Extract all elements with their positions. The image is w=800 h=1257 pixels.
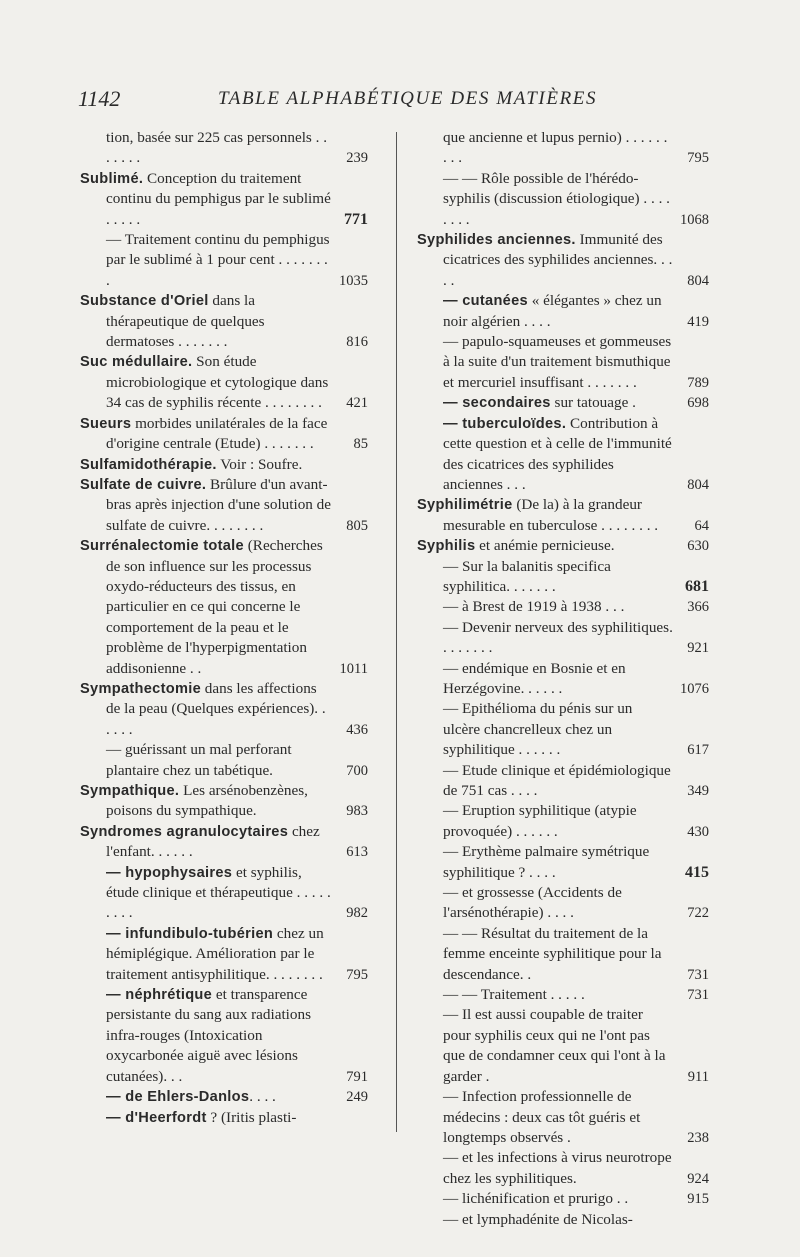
index-entry <box>417 1005 709 1087</box>
entry-heading: Syphilimétrie <box>417 497 513 514</box>
entry-text <box>80 679 368 740</box>
entry-text <box>443 128 709 169</box>
entry-description: — Devenir nerveux des syphilitiques. . . . . . . . <box>443 618 673 657</box>
index-entry <box>80 291 368 352</box>
index-entry <box>80 781 368 822</box>
index-entry <box>417 597 709 617</box>
page-number: 1142 <box>78 86 121 111</box>
index-entry <box>417 1210 709 1230</box>
index-entry <box>80 230 368 291</box>
entry-heading: — cutanées <box>443 293 528 310</box>
entry-heading: — secondaires <box>443 395 551 412</box>
entry-description: — papulo-squameuses et gommeuses à la suite d'un traitement bismuthique et mercuriel insuffisant . . . . . . . <box>443 333 672 391</box>
entry-text <box>80 291 368 352</box>
entry-text <box>106 985 368 1087</box>
entry-heading: Sublimé. <box>80 170 144 187</box>
index-entry <box>417 985 709 1005</box>
index-entry <box>417 883 709 924</box>
entry-description: — Sur la balanitis specifica syphilitica. . . . . . . <box>443 557 611 595</box>
page-reference: 613 <box>346 844 368 861</box>
entry-description: et anémie pernicieuse. <box>475 537 615 555</box>
entry-text <box>80 414 368 455</box>
entry-description: ? (Iritis plasti- <box>206 1108 297 1126</box>
index-entry <box>417 659 709 700</box>
entry-description: — et grossesse (Accidents de l'arsénothérapie) . . . . <box>443 884 622 922</box>
entry-description: et syphilis, étude clinique et thérapeutique . . . . . . . . . <box>106 863 331 922</box>
index-entry <box>80 455 368 475</box>
entry-description: Son étude microbiologique et cytologique dans 34 cas de syphilis récente . . . . . . . . <box>106 353 329 412</box>
entry-text <box>443 1087 709 1148</box>
entry-description: Immunité des cicatrices des syphilides anciennes. . . . . <box>443 231 673 289</box>
page-reference: 771 <box>344 210 368 228</box>
entry-text <box>443 414 709 496</box>
entry-description: — — Traitement . . . . . <box>443 986 585 1004</box>
index-entry <box>80 822 368 863</box>
entry-description: (Recherches de son influence sur les processus oxydo-réducteurs des tissus, en particulier en ce qui concerne le comportement de la peau et le problème de l'hyperpigmentation addisonienne . . <box>106 537 323 677</box>
entry-description: Les arsénobenzènes, poisons du sympathique. <box>106 782 308 820</box>
entry-description: (De la) à la grandeur mesurable en tuberculose . . . . . . . . <box>443 496 659 534</box>
entry-text <box>106 230 368 291</box>
page-reference: 366 <box>687 599 709 616</box>
entry-text <box>443 842 709 883</box>
page-reference: 415 <box>685 863 709 881</box>
entry-description: — — Rôle possible de l'hérédo-syphilis (discussion étiologique) . . . . . . . . <box>443 169 670 228</box>
entry-heading: Syndromes agranulocytaires <box>80 823 289 840</box>
page-reference: 791 <box>346 1068 368 1085</box>
index-entry <box>80 679 368 740</box>
entry-description: — Etude clinique et épidémiologique de 751 cas . . . . <box>443 761 671 799</box>
page-reference: 805 <box>346 517 368 534</box>
page-reference: 1068 <box>680 211 709 228</box>
entry-text <box>443 618 709 659</box>
page-reference: 430 <box>687 823 709 840</box>
entry-text <box>443 557 709 598</box>
page-reference: 681 <box>685 577 709 595</box>
entry-text <box>417 495 709 536</box>
entry-description: chez un hémiplégique. Amélioration par le traitement antisyphilitique. . . . . . . . <box>106 924 324 983</box>
entry-text <box>443 883 709 924</box>
index-entry <box>417 1148 709 1189</box>
entry-text <box>80 781 368 822</box>
entry-heading: Sympathectomie <box>80 680 201 697</box>
index-entry <box>417 1189 709 1209</box>
entry-text <box>106 128 368 169</box>
index-entry <box>417 761 709 802</box>
entry-text <box>443 332 709 393</box>
entry-heading: Suc médullaire. <box>80 354 193 371</box>
page-reference: 436 <box>346 721 368 738</box>
entry-description: — Epithélioma du pénis sur un ulcère chancrelleux chez un syphilitique . . . . . . <box>443 700 633 759</box>
entry-description: sur tatouage . <box>550 394 636 412</box>
index-entry <box>80 414 368 455</box>
page-reference: 924 <box>687 1170 709 1187</box>
index-entry <box>417 128 709 169</box>
index-entry <box>80 740 368 781</box>
right-column <box>417 128 709 1230</box>
index-entry <box>417 536 709 556</box>
page-reference: 617 <box>687 742 709 759</box>
index-entry <box>417 495 709 536</box>
entry-heading: Syphilis <box>417 538 476 555</box>
entry-heading: Surrénalectomie totale <box>80 538 244 555</box>
index-entry <box>417 924 709 985</box>
entry-text <box>443 985 709 1005</box>
page-reference: 700 <box>346 762 368 779</box>
entry-heading: Sympathique. <box>80 783 180 799</box>
page-reference: 731 <box>687 987 709 1004</box>
index-entry <box>417 230 709 291</box>
entry-description: . . . . <box>249 1088 276 1106</box>
entry-description: — guérissant un mal perforant plantaire chez un tabétique. <box>106 741 292 779</box>
index-entry <box>80 536 368 679</box>
entry-heading: Sueurs <box>80 415 132 432</box>
entry-heading: Sulfamidothérapie. <box>80 456 217 473</box>
index-entry <box>80 1087 368 1107</box>
entry-text <box>443 1189 709 1209</box>
page-reference: 915 <box>687 1191 709 1208</box>
page-reference: 804 <box>687 476 709 493</box>
entry-text <box>443 597 709 617</box>
running-title: TABLE ALPHABÉTIQUE DES MATIÈRES <box>218 88 598 109</box>
index-entry <box>417 393 709 413</box>
page-reference: 1076 <box>680 680 709 697</box>
entry-description: Conception du traitement continu du pemphigus par le sublimé . . . . . <box>106 169 331 228</box>
page-reference: 419 <box>687 313 709 330</box>
page-header <box>78 86 738 116</box>
index-entry <box>417 699 709 760</box>
entry-description: — Eruption syphilitique (atypie provoquée) . . . . . . <box>443 802 637 840</box>
page-reference: 1011 <box>339 660 368 677</box>
page-reference: 789 <box>687 374 709 391</box>
page-reference: 1035 <box>339 272 368 289</box>
entry-text <box>443 291 709 332</box>
entry-heading: — infundibulo-tubérien <box>106 925 274 942</box>
entry-heading: — tuberculoïdes. <box>443 415 567 432</box>
page-reference: 421 <box>346 395 368 412</box>
page-reference: 795 <box>346 966 368 983</box>
page-reference: 816 <box>346 334 368 351</box>
entry-description: — Infection professionnelle de médecins : deux cas tôt guéris et longtemps observés . <box>443 1088 641 1146</box>
entry-description: — lichénification et prurigo . . <box>443 1190 629 1208</box>
entry-description: — endémique en Bosnie et en Herzégovine. . . . . . <box>443 659 626 697</box>
index-entry <box>417 169 709 230</box>
page-reference: 85 <box>353 436 368 453</box>
entry-heading: — hypophysaires <box>106 864 233 881</box>
entry-description: Voir : Soufre. <box>216 455 303 473</box>
entry-heading: — de Ehlers-Danlos <box>106 1089 250 1106</box>
entry-text <box>417 536 709 556</box>
index-entry <box>417 801 709 842</box>
entry-description: — à Brest de 1919 à 1938 . . . <box>443 598 625 616</box>
index-entry <box>80 169 368 230</box>
entry-description: tion, basée sur 225 cas personnels . . . . . . . <box>106 129 328 167</box>
entry-description: — Traitement continu du pemphigus par le sublimé à 1 pour cent . . . . . . . . <box>106 231 330 289</box>
entry-description: « élégantes » chez un noir algérien . . . . <box>443 292 662 330</box>
entry-text <box>443 169 709 230</box>
left-column <box>80 128 368 1128</box>
entry-text <box>80 352 368 413</box>
page-reference: 804 <box>687 272 709 289</box>
entry-description: — Erythème palmaire symétrique syphilitique ? . . . . <box>443 843 650 881</box>
entry-description: dans les affections de la peau (Quelques expériences). . . . . . <box>106 679 326 738</box>
entry-heading: Syphilides anciennes. <box>417 232 576 249</box>
entry-description: que ancienne et lupus pernio) . . . . . . . . . <box>443 129 668 167</box>
entry-text <box>106 863 368 924</box>
entry-description: et transparence persistante du sang aux radiations infra-rouges (Intoxication oxycarbonée aiguë avec lésions cutanées). . . <box>106 986 311 1085</box>
entry-description: — — Résultat du traitement de la femme enceinte syphilitique pour la descendance. . <box>443 924 662 983</box>
page-reference: 795 <box>687 150 709 167</box>
entry-text <box>106 740 368 781</box>
entry-text <box>106 1087 368 1107</box>
page-reference: 722 <box>687 905 709 922</box>
index-entry <box>417 332 709 393</box>
page-reference: 698 <box>687 395 709 412</box>
entry-description: dans la thérapeutique de quelques dermatoses . . . . . . . <box>106 292 265 351</box>
index-entry <box>80 475 368 536</box>
entry-description: morbides unilatérales de la face d'origine centrale (Etude) . . . . . . . <box>106 414 328 453</box>
entry-description: — et lymphadénite de Nicolas- <box>443 1210 633 1228</box>
entry-description: Brûlure d'un avant-bras après injection d'une solution de sulfate de cuivre. . . . . . . . <box>106 475 332 534</box>
entry-description: — Il est aussi coupable de traiter pour syphilis ceux qui ne l'ont pas que de condamner ceux qui l'ont à la garder . <box>443 1006 666 1085</box>
index-entry <box>80 924 368 985</box>
page-reference: 249 <box>346 1089 368 1106</box>
entry-text <box>80 475 368 536</box>
index-entry <box>80 128 368 169</box>
entry-text <box>443 699 709 760</box>
entry-text <box>106 1108 368 1128</box>
index-entry <box>417 414 709 496</box>
page-reference: 349 <box>687 783 709 799</box>
entry-text <box>443 659 709 700</box>
entry-text <box>443 1005 709 1087</box>
page-reference: 630 <box>687 538 709 555</box>
entry-text <box>443 393 709 413</box>
entry-heading: — néphrétique <box>106 987 213 1004</box>
entry-text <box>80 822 368 863</box>
page-reference: 982 <box>346 905 368 922</box>
page-reference: 921 <box>687 640 709 657</box>
entry-heading: — d'Heerfordt <box>106 1109 207 1126</box>
page-reference: 64 <box>694 517 709 534</box>
entry-text <box>443 801 709 842</box>
entry-heading: Substance d'Oriel <box>80 293 209 310</box>
entry-text <box>80 169 368 230</box>
index-entry <box>417 842 709 883</box>
entry-text <box>443 1210 709 1230</box>
entry-heading: Sulfate de cuivre. <box>80 476 207 493</box>
index-entry <box>417 1087 709 1148</box>
entry-description: — et les infections à virus neurotrope chez les syphilitiques. <box>443 1149 672 1187</box>
entry-text <box>443 761 709 802</box>
page-reference: 911 <box>687 1068 709 1085</box>
entry-description: chez l'enfant. . . . . . <box>106 822 320 861</box>
index-entry <box>80 1108 368 1128</box>
index-entry <box>80 985 368 1087</box>
index-entry <box>417 291 709 332</box>
entry-text <box>80 455 368 475</box>
entry-description: Contribution à cette question et à celle de l'immunité des cicatrices des syphilides anciennes . . . <box>443 414 672 493</box>
index-entry <box>80 863 368 924</box>
index-columns <box>80 128 720 1228</box>
page-reference: 731 <box>687 966 709 983</box>
page-reference: 239 <box>346 150 368 167</box>
index-entry <box>417 618 709 659</box>
index-entry <box>80 352 368 413</box>
entry-text <box>443 1148 709 1189</box>
page-reference: 238 <box>687 1129 709 1146</box>
entry-text <box>106 924 368 985</box>
entry-text <box>80 536 368 679</box>
entry-text <box>443 924 709 985</box>
entry-text <box>417 230 709 291</box>
index-entry <box>417 557 709 598</box>
page-reference: 983 <box>346 803 368 820</box>
